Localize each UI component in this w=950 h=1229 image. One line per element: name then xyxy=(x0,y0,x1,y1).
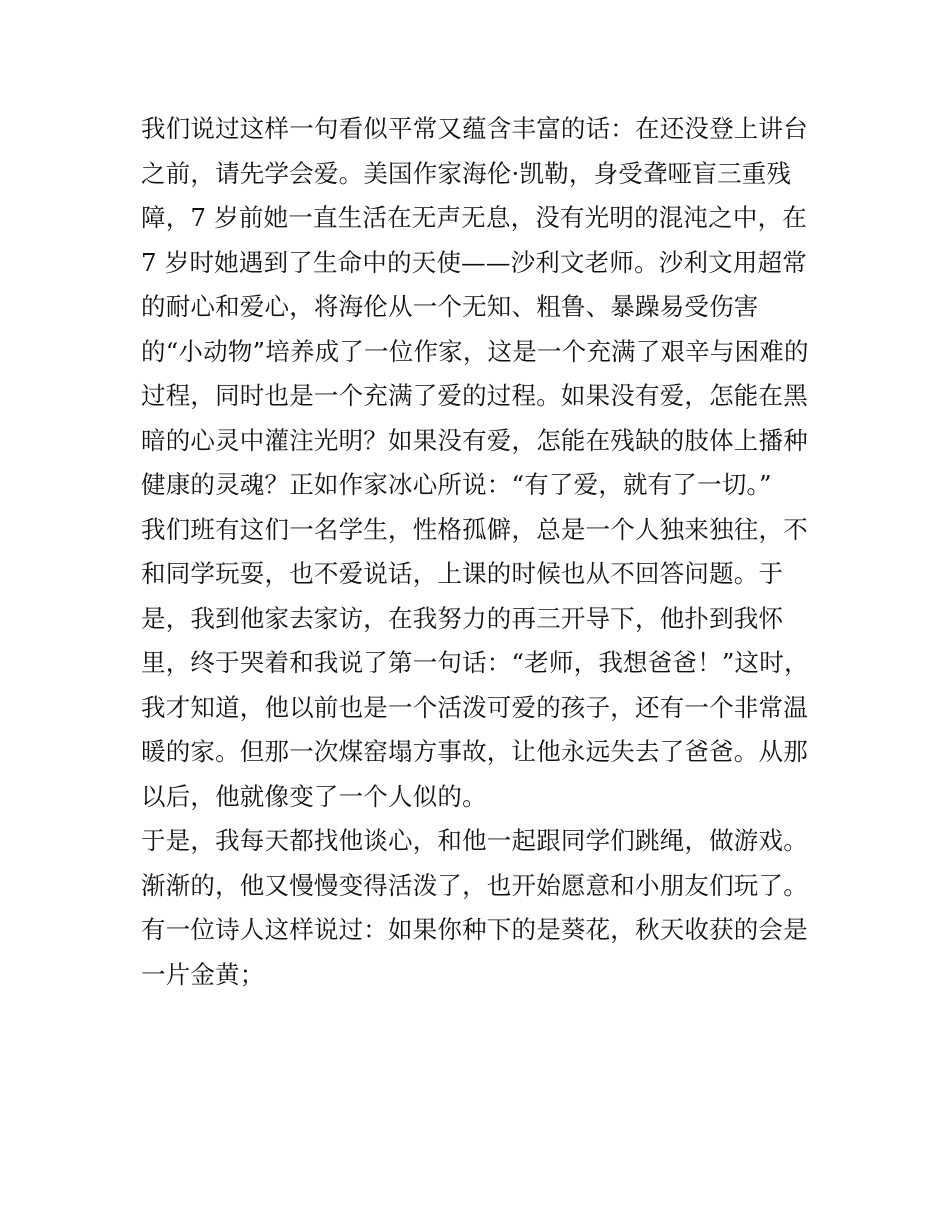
text-line: 之前，请先学会爱。美国作家海伦·凯勒，身受聋哑盲三重残 xyxy=(141,158,792,188)
text-line: 的耐心和爱心，将海伦从一个无知、粗鲁、暴躁易受伤害 xyxy=(141,292,759,321)
text-line: 障，7 岁前她一直生活在无声无息，没有光明的混沌之中，在 xyxy=(141,203,807,232)
text-line: 7 岁时她遇到了生命中的天使——沙利文老师。沙利文用超常 xyxy=(141,247,807,277)
text-line: 里，终于哭着和我说了第一句话：“老师，我想爸爸！”这时， xyxy=(141,648,809,677)
text-line: 健康的灵魂？正如作家冰心所说：“有了爱，就有了一切。” xyxy=(141,470,772,499)
text-line: 渐渐的，他又慢慢变得活泼了，也开始愿意和小朋友们玩了。 xyxy=(141,870,808,900)
text-line: 和同学玩耍，也不爱说话，上课的时候也从不回答问题。于 xyxy=(141,559,784,588)
text-line: 暖的家。但那一次煤窑塌方事故，让他永远失去了爸爸。从那 xyxy=(141,737,808,766)
text-line: 于是，我每天都找他谈心，和他一起跟同学们跳绳，做游戏。 xyxy=(141,826,808,855)
text-line: 是，我到他家去家访，在我努力的再三开导下，他扑到我怀 xyxy=(141,603,784,633)
text-line: 暗的心灵中灌注光明？如果没有爱，怎能在残缺的肢体上播种 xyxy=(141,425,808,455)
text-line: 一片金黄； xyxy=(141,959,265,989)
text-line: 有一位诗人这样说过：如果你种下的是葵花，秋天收获的会是 xyxy=(141,915,808,944)
body-text xyxy=(141,107,821,997)
text-line: 我们班有这们一名学生，性格孤僻，总是一个人独来独往，不 xyxy=(141,514,808,544)
text-line: 的“小动物”培养成了一位作家，这是一个充满了艰辛与困难的 xyxy=(141,336,809,366)
text-line: 以后，他就像变了一个人似的。 xyxy=(141,781,487,811)
text-line: 我们说过这样一句看似平常又蕴含丰富的话：在还没登上讲台 xyxy=(141,114,808,143)
text-line: 过程，同时也是一个充满了爱的过程。如果没有爱，怎能在黑 xyxy=(141,381,808,410)
text-line: 我才知道，他以前也是一个活泼可爱的孩子，还有一个非常温 xyxy=(141,692,808,722)
